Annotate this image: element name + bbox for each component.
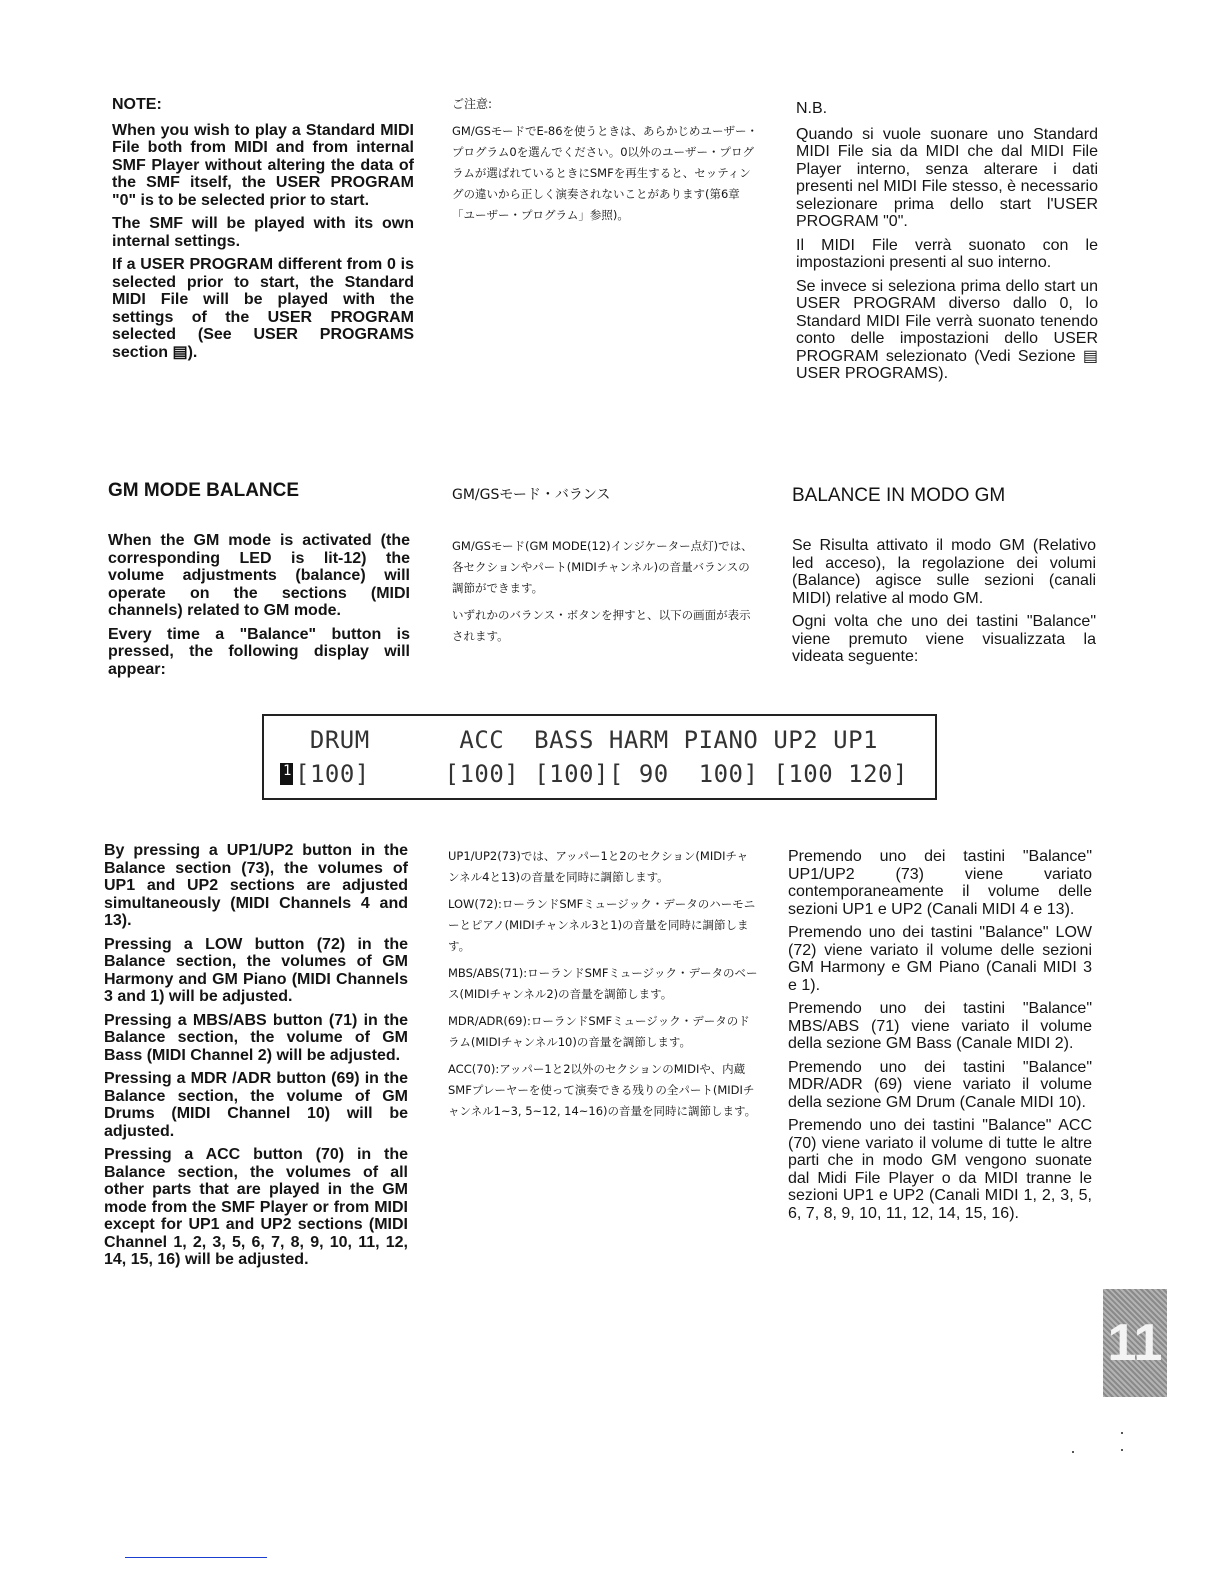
button-desc-it: Premendo uno dei tastini "Balance" LOW (72) viene variato il volume delle sezioni GM Harmony e GM Piano (Canali MIDI 3 e 1).: [788, 924, 1092, 994]
lcd-display: [262, 714, 937, 800]
note-en-paragraph: The SMF will be played with its own internal settings.: [112, 215, 414, 250]
button-desc-jp: LOW(72):ローランドSMFミュージック・データのハーモニーとピアノ(MIDIチャンネル3と1)の音量を同時に調節します。: [448, 897, 756, 953]
lcd-cursor-digit: 1: [283, 763, 292, 779]
buttons-en: [104, 842, 408, 1275]
note-it-paragraph: Il MIDI File verrà suonato con le impostazioni presenti al suo interno.: [796, 236, 1098, 271]
note-it-paragraph: Quando si vuole suonare uno Standard MIDI File sia da MIDI che dal MIDI File Player interno, senza alterare i dati presenti nel MIDI File stesso, è necessario selezionare prima dello start l'USER PROGRAM "0".: [796, 125, 1098, 230]
note-jp: [452, 94, 760, 232]
scan-speck: [1121, 1449, 1123, 1451]
lcd-line-2-wrap: [280, 760, 908, 788]
gm-balance-jp-heading: GM/GSモード・バランス: [452, 487, 611, 503]
button-desc-it: Premendo uno dei tastini "Balance" ACC (70) viene variato il volume di tutte le altre parti che in modo GM vengono suonate dal Midi File Player o da MIDI tranne le sezioni UP1 e UP2 (Canali MIDI 1, 2, 3, 5, 6, 7, 8, 9, 10, 11, 12, 14, 15, 16).: [788, 1117, 1092, 1222]
gm-balance-it-heading: BALANCE IN MODO GM: [792, 485, 1006, 506]
button-desc-jp: MBS/ABS(71):ローランドSMFミュージック・データのベース(MIDIチャンネル2)の音量を調節します。: [448, 966, 758, 1001]
note-en-paragraph: When you wish to play a Standard MIDI File both from MIDI and from internal SMF Player without altering the data of the SMF itself, the USER PROGRAM "0" is to be selected prior to start.: [112, 121, 414, 209]
lcd-line-1: DRUM ACC BASS HARM PIANO UP2 UP1: [280, 726, 878, 754]
button-desc-jp: ACC(70):アッパー1と2以外のセクションのMIDIや、内蔵SMFプレーヤーを使って演奏できる残りの全パート(MIDIチャンネル1~3, 5~12, 14~16)の音量を同時に調節します。: [448, 1062, 757, 1118]
button-desc-en: Pressing a ACC button (70) in the Balance section, the volumes of all other parts that are played in the GM mode from the SMF Player or from MIDI except for UP1 and UP2 sections (MIDI Channel 1, 2, 3, 5, 6, 7, 8, 9, 10, 11, 12, 14, 15, 16) will be adjusted.: [104, 1146, 408, 1268]
gm-balance-jp: [452, 484, 760, 653]
gm-balance-jp-paragraph: いずれかのバランス・ボタンを押すと、以下の画面が表示されます。: [452, 608, 751, 643]
button-desc-en: By pressing a UP1/UP2 button in the Balance section (73), the volumes of UP1 and UP2 sections are adjusted simultaneously (MIDI Channels 4 and 13).: [104, 842, 408, 929]
chapter-tab: [1103, 1289, 1167, 1397]
gm-balance-it-paragraph: Se Risulta attivato il modo GM (Relativo led acceso), la regolazione dei volumi (Balance) agisce sulle sezioni (canali MIDI) relative al modo GM.: [792, 537, 1096, 607]
note-jp-heading: ご注意:: [452, 97, 493, 111]
gm-balance-en-paragraph: Every time a "Balance" button is pressed, the following display will appear:: [108, 625, 410, 678]
button-desc-en: Pressing a MDR /ADR button (69) in the Balance section, the volume of GM Drums (MIDI Channel 10) will be adjusted.: [104, 1070, 408, 1140]
button-desc-it: Premendo uno dei tastini "Balance" UP1/UP2 (73) viene variato contemporaneamente il volume delle sezioni UP1 e UP2 (Canali MIDI 4 e 13).: [788, 848, 1092, 918]
note-jp-paragraph: GM/GSモードでE-86を使うときは、あらかじめユーザー・プログラム0を選んでください。0以外のユーザー・プログラムが選ばれているときにSMFを再生すると、セッティングの違いから正しく演奏されないことがあります(第6章「ユーザー・プログラム」参照)。: [452, 124, 759, 222]
button-desc-jp: UP1/UP2(73)では、アッパー1と2のセクション(MIDIチャンネル4と13)の音量を同時に調節します。: [448, 849, 749, 884]
button-desc-en: Pressing a MBS/ABS button (71) in the Balance section, the volume of GM Bass (MIDI Channel 2) will be adjusted.: [104, 1011, 408, 1064]
scan-speck: [1121, 1432, 1123, 1434]
note-en-paragraph: If a USER PROGRAM different from 0 is selected prior to start, the Standard MIDI File will be played with the settings of the USER PROGRAM selected (See USER PROGRAMS section ▤).: [112, 256, 414, 361]
buttons-it: [788, 848, 1092, 1228]
note-en-heading: NOTE:: [112, 96, 162, 113]
button-desc-it: Premendo uno dei tastini "Balance" MDR/ADR (69) viene variato il volume della sezione GM Drum (Canale MIDI 10).: [788, 1058, 1092, 1111]
lcd-line-2: [100] [100] [100][ 90 100] [100 120]: [295, 760, 908, 788]
gm-balance-en-paragraph: When the GM mode is activated (the corresponding LED is lit-12) the volume adjustments (balance) will operate on the sections (MIDI channels) related to GM mode.: [108, 532, 410, 619]
gm-balance-en-heading: GM MODE BALANCE: [108, 480, 300, 501]
note-it-heading: N.B.: [796, 100, 828, 117]
gm-balance-it: [792, 485, 1096, 672]
gm-balance-en: [108, 480, 410, 684]
buttons-jp: [448, 846, 758, 1128]
chapter-tab-number: 11: [1107, 1314, 1163, 1372]
footer-rule: [125, 1557, 267, 1558]
note-it-paragraph: Se invece si seleziona prima dello start un USER PROGRAM diverso dallo 0, lo Standard MIDI File verrà suonato tenendo conto delle impostazioni dello USER PROGRAM selezionato (Vedi Sezione ▤ USER PROGRAMS).: [796, 277, 1098, 382]
button-desc-en: Pressing a LOW button (72) in the Balance section, the volumes of GM Harmony and GM Piano (MIDI Channels 3 and 1) will be adjusted.: [104, 935, 408, 1005]
gm-balance-it-paragraph: Ogni volta che uno dei tastini "Balance" viene premuto viene visualizzata la videata seguente:: [792, 613, 1096, 665]
note-it: [796, 100, 1098, 389]
lcd-cursor: [280, 763, 293, 785]
button-desc-jp: MDR/ADR(69):ローランドSMFミュージック・データのドラム(MIDIチャンネル10)の音量を調節します。: [448, 1014, 750, 1049]
gm-balance-jp-paragraph: GM/GSモード(GM MODE(12)インジケーター点灯)では、各セクションやパート(MIDIチャンネル)の音量バランスの調節ができます。: [452, 539, 753, 595]
note-en: [112, 96, 414, 367]
button-desc-it: Premendo uno dei tastini "Balance" MBS/ABS (71) viene variato il volume della sezione GM Bass (Canale MIDI 2).: [788, 1000, 1092, 1052]
scan-speck: [1072, 1451, 1074, 1453]
